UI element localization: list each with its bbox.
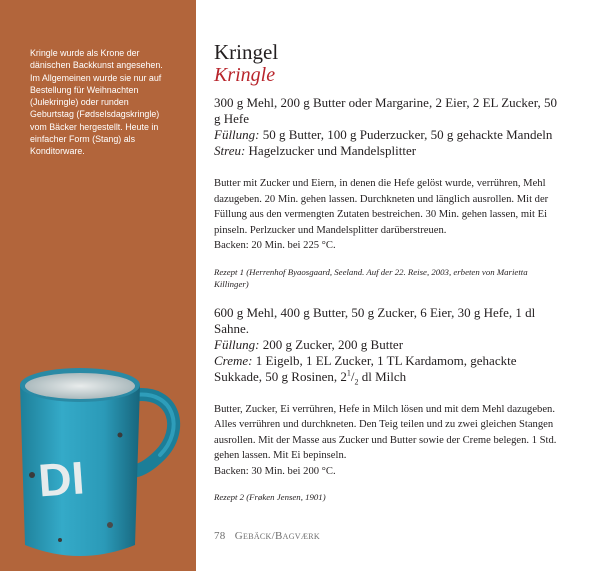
page-number: 78 [214,530,226,542]
recipe-2-method: Butter, Zucker, Ei verrühren, Hefe in Milch lösen und mit dem Mehl dazugeben. Alles verrühren und durchkneten. Den Teig teilen und zu zwei gleichen Stangen ausrollen. Mit der Masse aus Zucker und Butter sowie der Creme belegen. 1 Std. gehen lassen. Mit Ei bepinseln. [214,403,557,461]
sidebar [0,0,196,571]
recipe-1-filling [214,127,560,143]
filling-text: 200 g Zucker, 200 g Butter [259,336,404,352]
page-subtitle: Kringle [214,64,276,86]
recipe-1-topping [214,143,560,159]
page-title: Kringel [214,40,279,64]
recipe-1-ingredients: 300 g Mehl, 200 g Butter oder Margarine, 2 Eier, 2 EL Zucker, 50 g Hefe [214,95,558,126]
recipe-2-cream [214,353,560,385]
recipe-2-credit: Rezept 2 (Frøken Jensen, 1901) [214,492,326,502]
enamel-mug-photo [0,345,196,571]
fraction-denominator: 2 [354,377,359,387]
section-name: Gebäck/Bagværk [234,530,320,542]
filling-label: Füllung: [214,127,260,142]
cream-label: Creme: [214,352,253,368]
recipe-2 [214,305,560,504]
cream-text: 1 Eigelb, 1 EL Zucker, 1 TL Kardamom, gehackte Sukkade, 50 g Rosinen, 2 [214,352,517,384]
recipe-1-method: Butter mit Zucker und Eiern, in denen die Hefe gelöst wurde, verrühren, Mehl dazugeben. 20 Min. gehen lassen. Durchkneten und länglich ausrollen. Mit der Füllung aus den vermengten Zutaten bestreichen. 30 Min. gehen lassen, mit Ei pinseln. Perlzucker und Mandelsplitter darüberstreuen. [214,178,549,236]
recipe-2-filling [214,337,560,353]
topping-text: Hagelzucker und Mandelsplitter [245,143,417,158]
filling-text: 50 g Butter, 100 g Puderzucker, 50 g gehackte Mandeln [259,127,553,142]
recipe-page [214,40,560,503]
mug-lettering: DI [36,451,87,507]
cream-text-end: dl Milch [358,368,407,384]
recipe-1-bake: Backen: 20 Min. bei 225 °C. [214,240,336,251]
topping-label: Streu: [214,143,246,158]
filling-label: Füllung: [214,336,260,352]
sidebar-intro-text: Kringle wurde als Krone der dänischen Backkunst angesehen. Im Allgemeinen wurde sie nur auf Bestellung für Weihnachten (Julekringle) oder runden Geburtstag (Fødselsdagskringle) vom Bäcker hergestellt. Heute in einfacher Form (Stang) als Konditorware. [30,48,163,157]
recipe-1-credit: Rezept 1 (Herrenhof Byaosgaard, Seeland. Auf der 22. Reise, 2003, erbeten von Marietta Killinger) [214,266,528,289]
recipe-2-ingredients: 600 g Mehl, 400 g Butter, 50 g Zucker, 6 Eier, 30 g Hefe, 1 dl Sahne. [214,304,536,336]
recipe-1 [214,95,560,290]
page-footer [214,530,320,542]
recipe-2-bake: Backen: 30 Min. bei 200 °C. [214,465,336,477]
fraction-numerator: 1 [346,368,351,378]
fraction-slash: / [350,368,355,384]
